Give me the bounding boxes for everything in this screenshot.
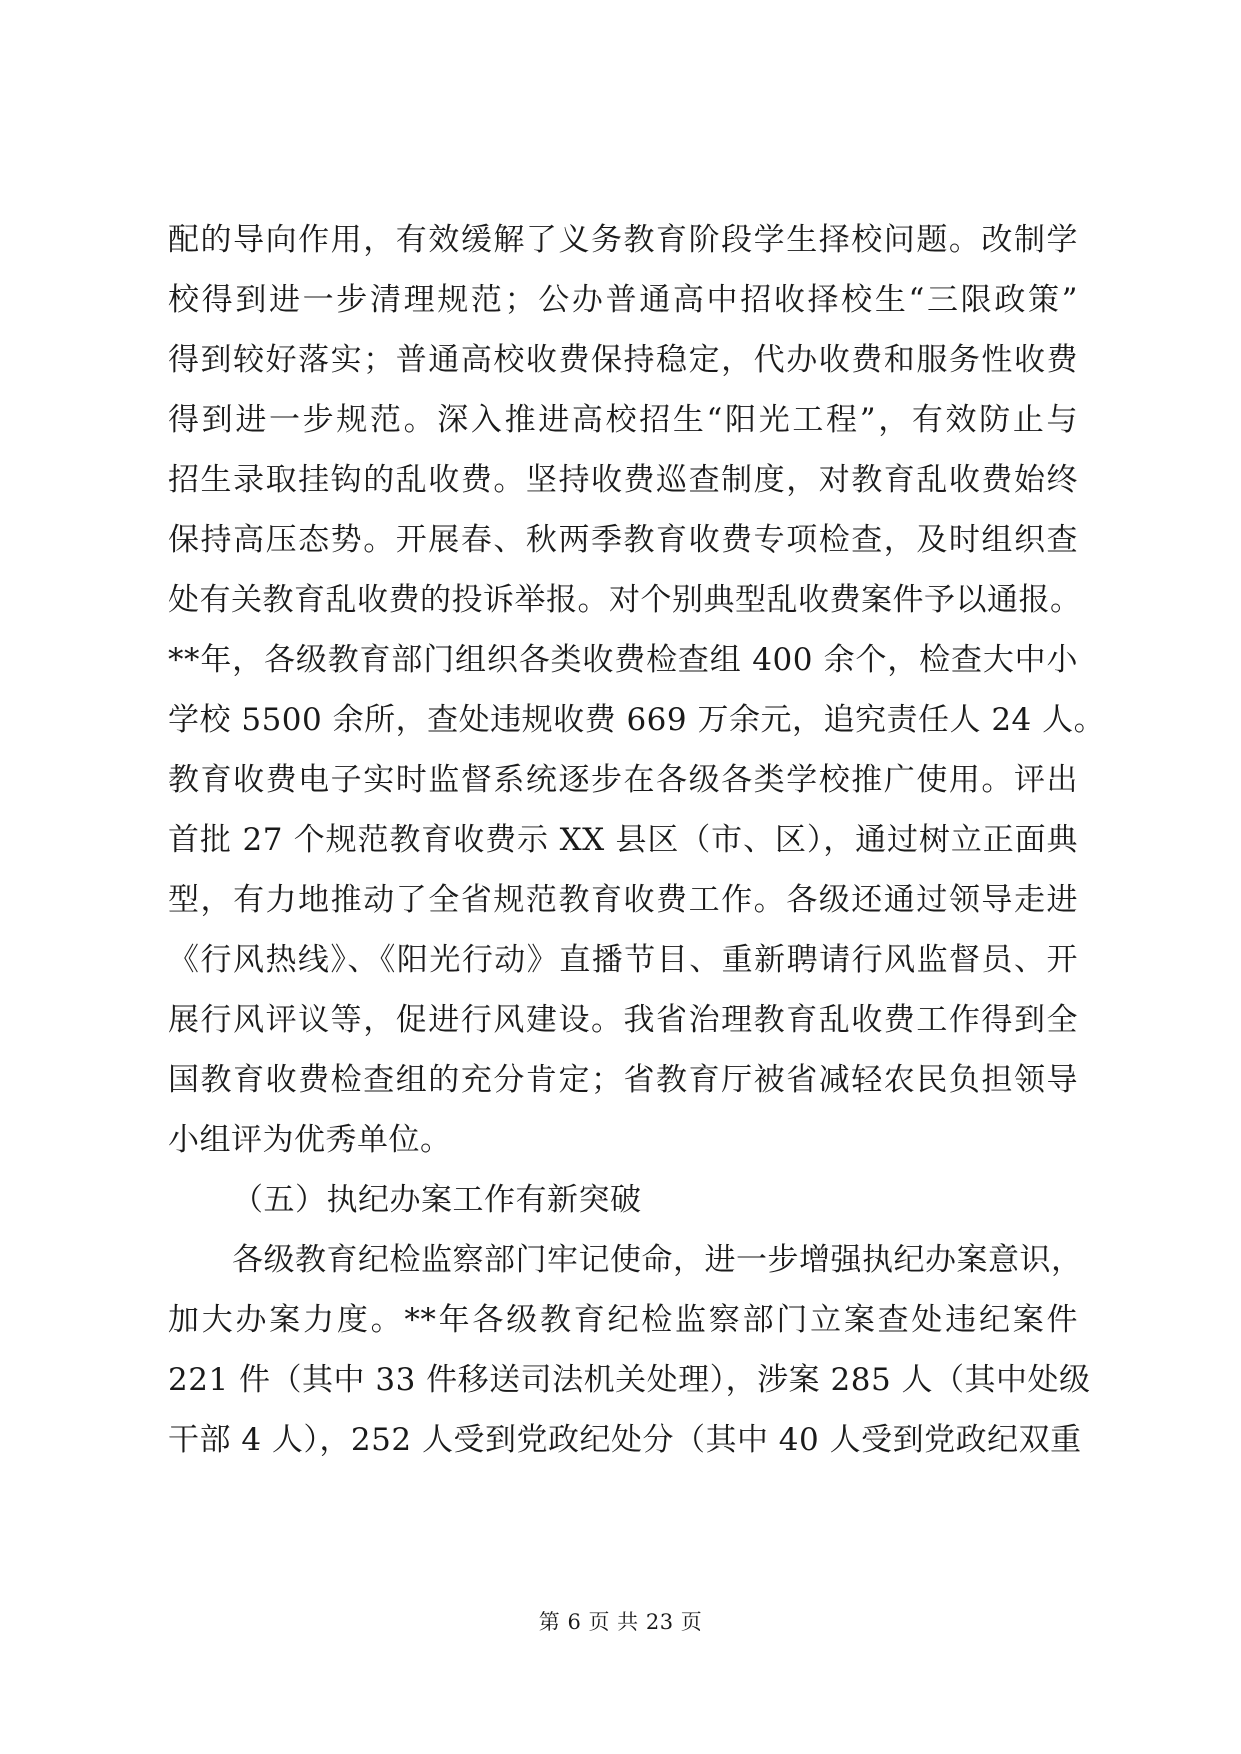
paragraph-line: 得到进一步规范。深入推进高校招生“阳光工程”，有效防止与 [168, 402, 1078, 438]
paragraph-line: 处有关教育乱收费的投诉举报。对个别典型乱收费案件予以通报。 [168, 582, 1082, 618]
paragraph-line: 《行风热线》、《阳光行动》直播节目、重新聘请行风监督员、开 [168, 942, 1078, 978]
paragraph-line: 招生录取挂钩的乱收费。坚持收费巡查制度，对教育乱收费始终 [168, 462, 1078, 498]
paragraph-line: 得到较好落实；普通高校收费保持稳定，代办收费和服务性收费 [168, 342, 1078, 378]
paragraph-line: **年，各级教育部门组织各类收费检查组 400 余个，检查大中小 [168, 642, 1078, 678]
paragraph-line: 型，有力地推动了全省规范教育收费工作。各级还通过领导走进 [168, 882, 1078, 918]
section-heading: （五）执纪办案工作有新突破 [232, 1182, 642, 1218]
paragraph-line: 各级教育纪检监察部门牢记使命，进一步增强执纪办案意识， [232, 1242, 1083, 1278]
paragraph-line: 小组评为优秀单位。 [168, 1122, 452, 1158]
paragraph-line: 国教育收费检查组的充分肯定；省教育厅被省减轻农民负担领导 [168, 1062, 1078, 1098]
paragraph-line: 首批 27 个规范教育收费示 XX 县区（市、区），通过树立正面典 [168, 822, 1078, 858]
paragraph-line: 221 件（其中 33 件移送司法机关处理），涉案 285 人（其中处级 [168, 1362, 1091, 1398]
paragraph-line: 保持高压态势。开展春、秋两季教育收费专项检查，及时组织查 [168, 522, 1078, 558]
paragraph-line: 教育收费电子实时监督系统逐步在各级各类学校推广使用。评出 [168, 762, 1078, 798]
paragraph-line: 配的导向作用，有效缓解了义务教育阶段学生择校问题。改制学 [168, 222, 1078, 258]
paragraph-line: 校得到进一步清理规范；公办普通高中招收择校生“三限政策” [168, 282, 1078, 318]
page-footer: 第 6 页 共 23 页 [538, 1610, 703, 1634]
paragraph-line: 加大办案力度。**年各级教育纪检监察部门立案查处违纪案件 [168, 1302, 1078, 1338]
paragraph-line: 干部 4 人），252 人受到党政纪处分（其中 40 人受到党政纪双重 [168, 1422, 1082, 1458]
paragraph-line: 学校 5500 余所，查处违规收费 669 万余元，追究责任人 24 人。 [168, 702, 1106, 738]
paragraph-line: 展行风评议等，促进行风建设。我省治理教育乱收费工作得到全 [168, 1002, 1078, 1038]
